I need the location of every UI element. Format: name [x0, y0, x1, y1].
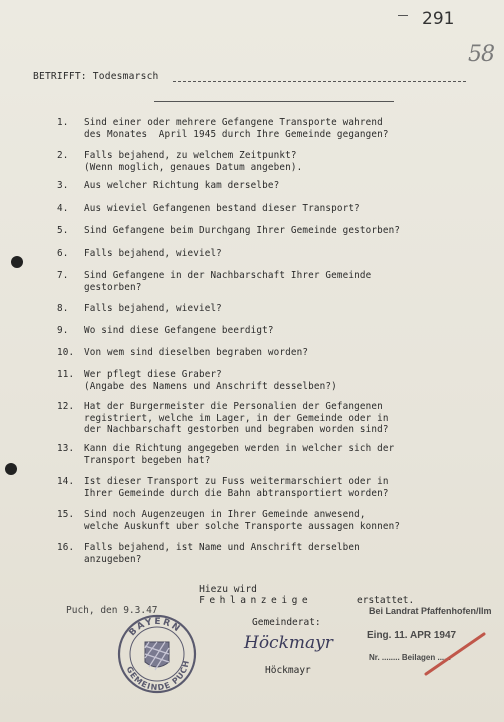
subject-line: [33, 71, 159, 82]
response-line: [176, 573, 312, 617]
question-text: Ist dieser Transport zu Fuss weitermarschiert oder in Ihrer Gemeinde durch die Bahn abtransportiert worden?: [84, 476, 389, 499]
page-number-dash: [398, 15, 408, 16]
received-stamp-date: Eing. 11. APR 1947: [367, 630, 457, 641]
question-number: 4.: [57, 203, 69, 214]
question-number: 5.: [57, 225, 69, 236]
response-suffix: erstattet.: [357, 595, 415, 606]
question-text: Sind noch Augenzeugen in Ihrer Gemeinde anwesend, welche Auskunft uber solche Transporte aussagen konnen?: [84, 509, 401, 532]
question-text: Falls bejahend, wieviel?: [84, 248, 222, 259]
response-prefix: Hiezu wird: [199, 584, 257, 595]
received-stamp-office: Bei Landrat Pfaffenhofen/Ilm: [369, 606, 492, 616]
question-text: Wo sind diese Gefangene beerdigt?: [84, 325, 274, 336]
question-text: Von wem sind dieselben begraben worden?: [84, 347, 309, 358]
question-number: 16.: [57, 542, 75, 553]
question-number: 11.: [57, 369, 75, 380]
question-number: 12.: [57, 401, 75, 412]
question-text: Falls bejahend, ist Name und Anschrift derselben anzugeben?: [84, 542, 360, 565]
question-number: 13.: [57, 443, 75, 454]
municipal-seal-stamp: [115, 612, 199, 696]
divider-line: [154, 101, 394, 102]
question-number: 15.: [57, 509, 75, 520]
subject-value: Todesmarsch: [92, 71, 159, 82]
question-text: Falls bejahend, zu welchem Zeitpunkt? (Wenn moglich, genaues Datum angeben).: [84, 150, 303, 173]
question-number: 6.: [57, 248, 69, 259]
council-label: Gemeinderat:: [252, 617, 321, 628]
question-number: 9.: [57, 325, 69, 336]
question-number: 14.: [57, 476, 75, 487]
handwritten-signature: Höckmayr: [244, 633, 333, 653]
page-number: 291: [422, 9, 455, 29]
pencil-annotation: 58: [468, 42, 494, 67]
question-text: Falls bejahend, wieviel?: [84, 303, 222, 314]
subject-label: BETRIFFT:: [33, 71, 87, 82]
question-text: Aus wieviel Gefangenen bestand dieser Transport?: [84, 203, 360, 214]
svg-text:BAYERN: BAYERN: [127, 616, 183, 639]
seal-text: GEMEINDE PUCH: [124, 658, 192, 693]
question-text: Hat der Burgermeister die Personalien der Gefangenen registriert, welche im Lager, in der Gemeinde oder in der Nachbarschaft gestorben und begraben worden sind?: [84, 401, 389, 436]
red-pencil-strike: [420, 628, 490, 678]
question-item: [0, 401, 389, 447]
subject-underline: [173, 80, 466, 82]
question-number: 1.: [57, 117, 69, 128]
question-text: Sind Gefangene beim Durchgang Ihrer Gemeinde gestorben?: [84, 225, 401, 236]
question-number: 2.: [57, 150, 69, 161]
signer-name: Höckmayr: [265, 665, 311, 676]
question-number: 8.: [57, 303, 69, 314]
received-stamp-number: Nr. ........ Beilagen ......: [369, 653, 451, 662]
place-date: Puch, den 9.3.47: [66, 605, 158, 616]
question-text: Sind einer oder mehrere Gefangene Transporte wahrend des Monates April 1945 durch Ihre Gemeinde gegangen?: [84, 117, 389, 140]
question-number: 10.: [57, 347, 75, 358]
question-text: Wer pflegt diese Graber? (Angabe des Namens und Anschrift desselben?): [84, 369, 337, 392]
question-text: Kann die Richtung angegeben werden in welcher sich der Transport begeben hat?: [84, 443, 395, 466]
question-item: [0, 542, 360, 588]
response-value: Fehlanzeige: [199, 595, 313, 606]
question-number: 7.: [57, 270, 69, 281]
question-text: Sind Gefangene in der Nachbarschaft Ihrer Gemeinde gestorben?: [84, 270, 372, 293]
question-text: Aus welcher Richtung kam derselbe?: [84, 180, 280, 191]
question-number: 3.: [57, 180, 69, 191]
